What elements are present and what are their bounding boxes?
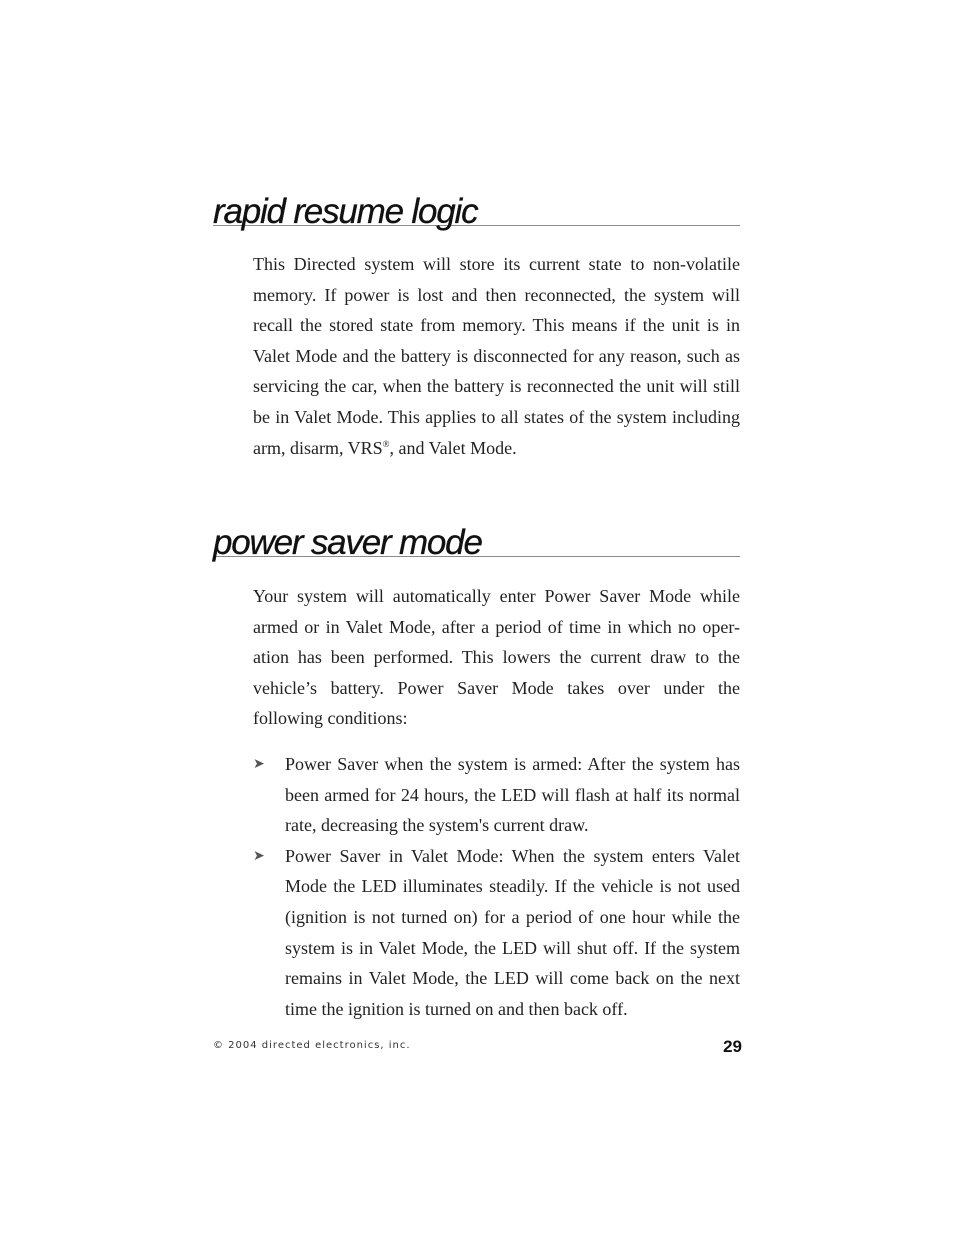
section-title: power saver mode	[213, 523, 482, 562]
arrow-bullet-icon: ➤	[253, 756, 265, 772]
list-item	[253, 841, 740, 1025]
copyright-footer: © 2004 directed electronics, inc.	[213, 1040, 411, 1051]
list-item	[253, 749, 740, 841]
paragraph-text-tail: , and Valet Mode.	[389, 437, 517, 458]
section-heading-rapid-resume	[213, 187, 740, 231]
list-item-text: Power Saver when the system is armed: After the system has been armed for 24 hours, the LED will flash at half its normal rate, decreasing the system's current draw.	[285, 754, 740, 836]
registered-mark: ®	[382, 438, 390, 449]
rapid-resume-paragraph	[253, 249, 740, 463]
paragraph-text: This Directed system will store its current state to non-volatile memory. If power is lost and then reconnected, the system will recall the stored state from memory. This means if the unit is in Valet Mode and the battery is disconnected for any reason, such as servicing the car, when the battery is reconnected the unit will still be in Valet Mode. This applies to all states of the system including arm, disarm, VRS	[253, 254, 740, 458]
section-title: rapid resume logic	[213, 192, 478, 231]
power-saver-paragraph: Your system will automatically enter Power Saver Mode while armed or in Valet Mode, after a period of time in which no oper-ation has been performed. This lowers the current draw to the vehicle’s battery. Power Saver Mode takes over under the following conditions:	[253, 586, 740, 729]
power-saver-conditions-list	[253, 749, 740, 1024]
arrow-bullet-icon: ➤	[253, 847, 265, 864]
section-heading-power-saver	[213, 518, 740, 562]
page-number: 29	[723, 1037, 742, 1056]
list-item-text: Power Saver in Valet Mode: When the system enters Valet Mode the LED illuminates steadily. If the vehicle is not used (ignition is not turned on) for a period of one hour while the system is in Valet Mode, the LED will shut off. If the system remains in Valet Mode, the LED will come back on the next time the ignition is turned on and then back off.	[285, 845, 740, 1019]
